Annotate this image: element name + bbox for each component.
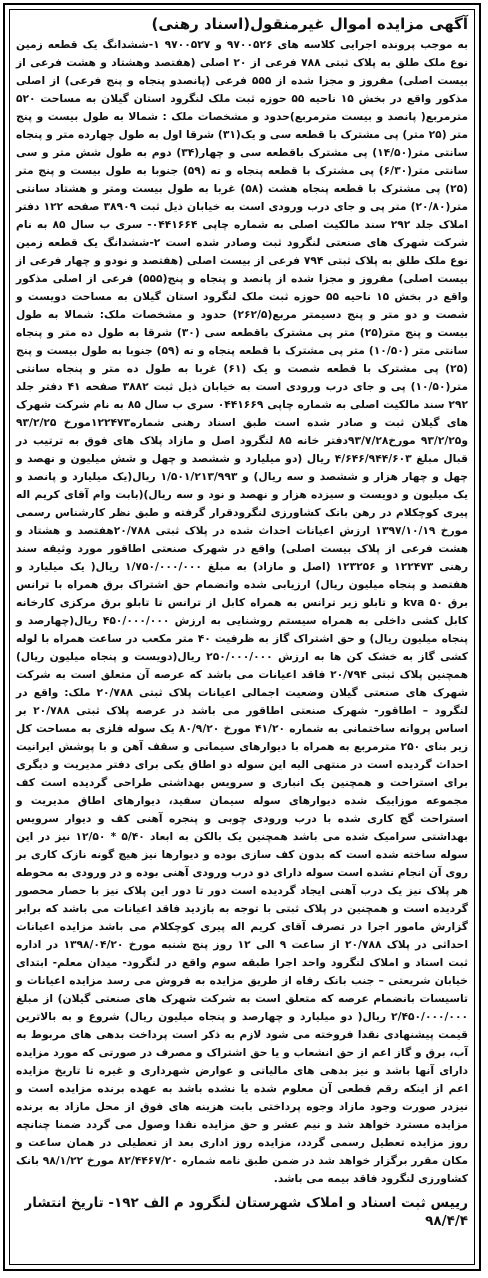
notice-title: آگهی مزایده اموال غیرمنقول(اسناد رهنی) bbox=[151, 15, 468, 33]
notice-inner-border bbox=[9, 9, 475, 1265]
notice-content bbox=[16, 12, 468, 1260]
notice-footer: رییس ثبت اسناد و املاک شهرستان لنگرود م الف ۱۹۲- تاریخ انتشار ۹۸/۴/۴ bbox=[24, 1195, 468, 1229]
notice-outer-border bbox=[3, 3, 481, 1271]
notice-body: به موجب پرونده اجرایی کلاسه های ۹۷۰۰۵۲۶ و ۹۷۰۰۵۲۷ ۱-ششدانگ یک قطعه زمین نوع ملک طلق به پلاک ثبتی ۷۸۸ فرعی از ۲۰ اصلی (هفتصد وهشتاد و هشت فرعی از بیست اصلی) مفروز و مجزا شده از ۵۵۵ فرعی (پانصدو پنجاه و پنج فرعی) از اصلی مذکور واقع در بخش ۱۵ ناحیه ۵۵ حوزه ثبت ملک لنگرود استان گیلان به مساحت ۵۲۰ مترمربع( پانصد و بیست مترمربع)حدود و مشخصات ملک : شمالا به طول بیست و پنج متر (۲۵ متر) پی مشترک با قطعه سی و یک(۳۱) شرقا اول به طول چهارده متر و پنجاه سانتی متر(۱۴/۵۰) پی مشترک باقطعه سی و چهار(۳۴) دوم به طول شش متر و سی سانتی متر(۶/۳۰) پی مشترک با قطعه پنجاه و نه (۵۹) جنوبا به طول بیست و پنج متر (۲۵) پی مشترک با قطعه پنجاه هشت (۵۸) غربا به طول بیست ومتر و هشتاد سانتی متر(۲۰/۸۰) متر پی و جای درب ورودی است به خیابان ذیل ثبت ۳۸۹۰۹ صفحه ۱۲۲ دفتر املاک جلد ۲۹۲ سند مالکیت اصلی به شماره چاپی ۰۴۴۱۶۶۴- سری ب سال ۸۵ به نام شرکت شهرک های صنعتی لنگرود ثبت وصادر شده است ۲-ششدانگ یک قطعه زمین نوع ملک طلق به پلاک ثبتی ۷۹۴ فرعی از بیست اصلی (هفتصد و نودو و چهار فرعی از بیست اصلی) مفروز و مجزا شده از پانصد و پنجاه و پنج(۵۵۵) فرعی از اصلی مذکور واقع در بخش ۱۵ ناحیه ۵۵ حوزه ثبت ملک لنگرود استان گیلان به مساحت دویست و شصت و دو متر و پنج دسیمتر مربع(۲۶۲/۵) حدود و مشخصات ملک: شمالا به طول بیست و پنج متر(۲۵) متر پی مشترک باقطعه سی (۳۰) شرقا به طول ده متر و پنجاه سانتی متر (۱۰/۵۰) متر پی مشترک با قطعه پنجاه و نه (۵۹) جنوبا به طول بیست و پنج (۲۵) پی مشترک با قطعه شصت و یک (۶۱) غربا به طول ده متر و پنجاه سانتی متر(۱۰/۵۰) پی و جای درب ورودی است به خیابان ذیل ثبت ۳۸۸۲ صفحه ۴۱ دفتر جلد ۲۹۲ سند مالکیت اصلی به شماره چاپی ۰۴۴۱۶۶۹ سری ب سال ۸۵ به نام شرکت شهرک های گیلان ثبت و صادر شده است طبق اسناد رهنی شماره۱۲۲۴۷۳مورخ ۹۳/۲/۲۵ و۹۳/۲/۲۵ مورخ۹۳/۷/۲۸دفتر خانه ۸۵ لنگرود اصل و مازاد پلاک های فوق به ترتیب در قبال مبلغ ۴/۶۴۶/۹۴۴/۶۰۳ ریال (دو میلیارد و ششصد و چهل و شش میلیون و نهصد و چهل و چهار هزار و ششصد و سه ریال) و ۱/۵۰۱/۲۱۳/۹۹۳ ریال(یک میلیارد و پانصد و یک میلیون و دویست و سیزده هزار و نهصد و نود و سه ریال)(بابت وام آقای کریم اله پیری کوچکلام در رهن بانک کشاورزی لنگرودقرار گرفته و طبق نظر کارشناس رسمی مورخ ۱۳۹۷/۱۰/۱۹ ارزش اعیانات احداث شده در پلاک ثبتی ۲۰/۷۸۸هفتصد و هشتاد و هشت فرعی از پلاک بیست اصلی) واقع در شهرک صنعتی اطاقور مورد وثیقه سند رهنی ۱۲۲۴۷۳ و ۱۲۳۲۵۶ (اصل و مازاد) به مبلغ ۱/۷۵۰/۰۰۰/۰۰۰ ریال( یک میلیارد و هفتصد و پنجاه میلیون ریال) ارزیابی شده وانضمام حق اشتراک برق همراه با ترانس برق ۵۰ kva و تابلو زیر ترانس به همراه کابل از ترانس تا تابلو برق مرکزی کارخانه کابل کشی داخلی به همراه سیستم روشنایی به ارزش ۴۵۰/۰۰۰/۰۰۰ ریال(چهارصد و پنجاه میلیون ریال) و حق اشتراک گاز به ظرفیت ۴۰ متر مکعب در ساعت همراه با لوله کشی گاز به خشک کن ها به ارزش ۲۵۰/۰۰۰/۰۰۰ ریال(دویست و پنجاه میلیون ریال) همچنین پلاک ثبتی ۲۰/۷۹۴ فاقد اعیانات می باشد که عرصه آن متعلق است به شرکت شهرک های صنعتی گیلان وضعیت اجمالی اعیانات پلاک ثبتی ۲۰/۷۸۸ ملک: واقع در لنگرود – اطاقور- شهرک صنعتی اطاقور می باشد در عرصه پلاک ثبتی ۲۰/۷۸۸ بر اساس پروانه ساختمانی به شماره ۴۱/۲۰ مورخ ۸۰/۹/۲۰ یک سوله فلزی به مساحت کل زیر بنای ۲۵۰ مترمربع به همراه با دیوارهای سیمانی و سقف آهن و با پوشش ایرانیت احداث گردیده است در منتهی الیه این سوله دو اطاق یکی برای دفتر مدیریت و دیگری برای استراحت و همچنین یک انباری و سرویس بهداشتی طراحی گردیده است کف مجموعه موزاییک شده دیوارهای سوله سیمان سفید، دیوارهای اطاق مدیریت و استراحت گچ کاری شده با درب ورودی چوبی و پنجره آهنی کف و دیوار سرویس بهداشتی سرامیک شده می باشد همچنین یک بالکن به ابعاد ۵/۴۰ * ۱۲/۵۰ نیز در این سوله ساخته شده است که بدون کف سازی بوده و دیوارها نیز هیچ گونه نازک کاری بر روی آن انجام نشده است سوله دارای دو درب ورودی آهنی بوده و در ورودی به محوطه هر پلاک نیز یک درب آهنی ایجاد گردیده است دور تا دور این پلاک نیز با حصار محصور گردیده است و همچنین در پلاک ثبتی با توجه به بازدید فاقد اعیانات می باشد که برابر گزارش مامور اجرا در تصرف آقای کریم اله پیری کوچکلام می باشد مزایده اعیانات احداثی در پلاک ۲۰/۷۸۸ از ساعت ۹ الی ۱۲ روز پنج شنبه مورخ ۱۳۹۸/۰۴/۲۰ در اداره ثبت اسناد و املاک لنگرود واحد اجرا طبقه سوم واقع در لنگرود- میدان معلم- ابتدای خیابان شریعتی – جنب بانک رفاه از طریق مزایده به فروش می رسد مزایده اعیانات و تاسیسات بانضمام عرصه که متعلق است به شرکت شهرک های صنعتی گیلان) از مبلغ ۲/۴۵۰/۰۰۰/۰۰۰ ریال( دو میلیارد و چهارصد و پنجاه میلیون ریال) شروع و به بالاترین قیمت پیشنهادی نقدا فروخته می شود لازم به ذکر است پرداخت بدهی های مربوط به آب، برق و گاز اعم از حق انشعاب و یا حق اشتراک و مصرف در صورتی که مورد مزایده دارای آنها باشد و نیز بدهی های مالیاتی و عوارض شهرداری و غیره تا تاریخ مزایده اعم از اینکه رقم قطعی آن معلوم شده یا نشده باشد به عهده برنده مزایده است و نیزدر صورت وجود مازاد وجوه پرداختی بابت هزینه های فوق از محل مازاد به برنده مزایده مسترد خواهد شد و نیم عشر و حق مزایده نقدا وصول می گردد ضمنا چنانچه روز مزایده تعطیل رسمی گردد، مزایده روز اداری بعد از تعطیلی در همان ساعت و مکان مقرر برگزار خواهد شد در ضمن طبق نامه شماره ۸۲/۴۴۶۷/۲۰ مورخ ۹۸/۱/۲۲ بانک کشاورزی لنگرود فاقد بیمه می باشد. bbox=[16, 38, 469, 1185]
